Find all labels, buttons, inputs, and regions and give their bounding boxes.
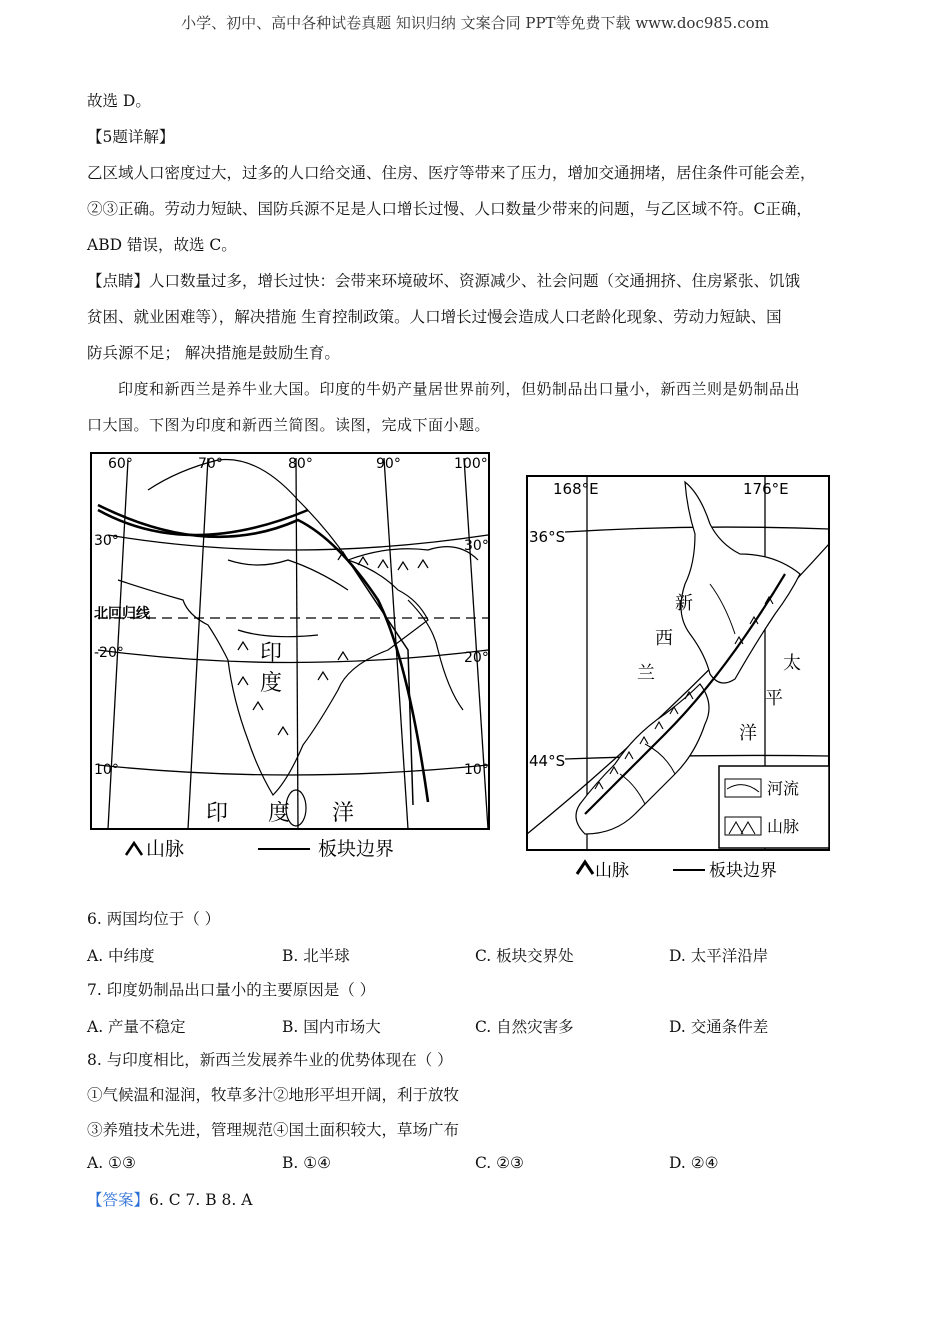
mountain-legend-icon: [126, 843, 142, 855]
question-stem: 8. 与印度相比，新西兰发展养牛业的优势体现在（ ）: [87, 1051, 453, 1069]
option[interactable]: C. ②③: [475, 1154, 524, 1172]
text-line: 印度和新西兰是养牛业大国。印度的牛奶产量居世界前列，但奶制品出口量小，新西兰则是奶制品出: [118, 380, 801, 398]
question-subline: ③养殖技术先进，管理规范④国土面积较大，草场广布: [87, 1121, 460, 1139]
section-heading: 【5题详解】: [87, 128, 175, 146]
lat-label: 30°: [464, 538, 489, 554]
legend-boundary: 板块边界: [318, 838, 395, 860]
lat-label: 10°: [94, 762, 119, 778]
india-map: [88, 450, 508, 870]
ocean-label: 太: [783, 653, 801, 674]
country-label: 印: [260, 641, 283, 666]
option[interactable]: B. 国内市场大: [282, 1018, 381, 1036]
question-stem: 7. 印度奶制品出口量小的主要原因是（ ）: [87, 981, 376, 999]
lon-label: 90°: [376, 456, 401, 472]
option[interactable]: A. 产量不稳定: [87, 1018, 186, 1036]
lon-label: 100°: [454, 456, 488, 472]
legend-mountain: 山脉: [595, 861, 629, 881]
new-zealand-map: [525, 474, 835, 886]
text-line: 故选 D。: [87, 92, 151, 110]
mountain-legend-icon: [577, 862, 593, 874]
lat-label: 10°: [464, 762, 489, 778]
text-line: 贫困、就业困难等），解决措施 生育控制政策。人口增长过慢会造成人口老龄化现象、劳动力短缺、国: [87, 308, 782, 326]
ocean-label: 洋: [739, 723, 757, 744]
text-line: 防兵源不足； 解决措施是鼓励生育。: [87, 344, 340, 362]
text-line: ABD 错误，故选 C。: [87, 236, 237, 254]
question-stem: 6. 两国均位于（ ）: [87, 910, 221, 928]
lon-label: 80°: [288, 456, 313, 472]
lat-label: 36°S: [529, 528, 566, 546]
country-label: 度: [260, 671, 283, 696]
country-label: 兰: [637, 663, 655, 684]
lat-label: 44°S: [529, 752, 566, 770]
lon-label: 60°: [108, 456, 133, 472]
ocean-label: 印: [206, 801, 229, 826]
legend-mountain-box: 山脉: [767, 817, 800, 836]
page-header: 小学、初中、高中各种试卷真题 知识归纳 文案合同 PPT等免费下载 www.doc985.com: [181, 14, 769, 32]
answer-text: 6. C 7. B 8. A: [149, 1191, 253, 1209]
lon-label: 176°E: [743, 480, 789, 498]
option[interactable]: D. 太平洋沿岸: [669, 947, 769, 965]
lat-label: -20°: [94, 645, 124, 661]
text-line: 【点睛】人口数量过多，增长过快：会带来环境破坏、资源减少、社会问题（交通拥挤、住房紧张、饥饿: [87, 272, 801, 290]
text-line: 乙区域人口密度过大，过多的人口给交通、住房、医疗等带来了压力，增加交通拥堵，居住条件可能会差，: [87, 164, 816, 182]
answer-tag: 【答案】: [87, 1191, 150, 1209]
option[interactable]: B. 北半球: [282, 947, 350, 965]
option[interactable]: D. ②④: [669, 1154, 719, 1172]
legend-boundary: 板块边界: [709, 861, 777, 881]
question-subline: ①气候温和湿润，牧草多汁②地形平坦开阔，利于放牧: [87, 1086, 460, 1104]
river-legend-icon: [725, 779, 761, 797]
lon-label: 70°: [198, 456, 223, 472]
option[interactable]: C. 板块交界处: [475, 947, 574, 965]
legend-river: 河流: [767, 779, 800, 798]
country-label: 西: [655, 628, 673, 649]
ocean-label: 度: [268, 801, 291, 826]
option[interactable]: A. 中纬度: [87, 947, 155, 965]
tropic-label: 北回归线: [94, 606, 150, 622]
ocean-label: 洋: [332, 801, 355, 826]
lat-label: 20°: [464, 650, 489, 666]
answer-line: [87, 1189, 252, 1211]
text-line: ②③正确。劳动力短缺、国防兵源不足是人口增长过慢、人口数量少带来的问题，与乙区域不符。C正确，: [87, 200, 812, 218]
country-label: 新: [675, 593, 693, 614]
lon-label: 168°E: [553, 480, 599, 498]
option[interactable]: A. ①③: [87, 1154, 136, 1172]
option[interactable]: B. ①④: [282, 1154, 332, 1172]
text-line: 口大国。下图为印度和新西兰简图。读图，完成下面小题。: [87, 416, 491, 434]
ocean-label: 平: [765, 688, 783, 709]
lat-label: 30°: [94, 533, 119, 549]
option[interactable]: C. 自然灾害多: [475, 1018, 574, 1036]
legend-mountain: 山脉: [146, 838, 185, 860]
option[interactable]: D. 交通条件差: [669, 1018, 769, 1036]
